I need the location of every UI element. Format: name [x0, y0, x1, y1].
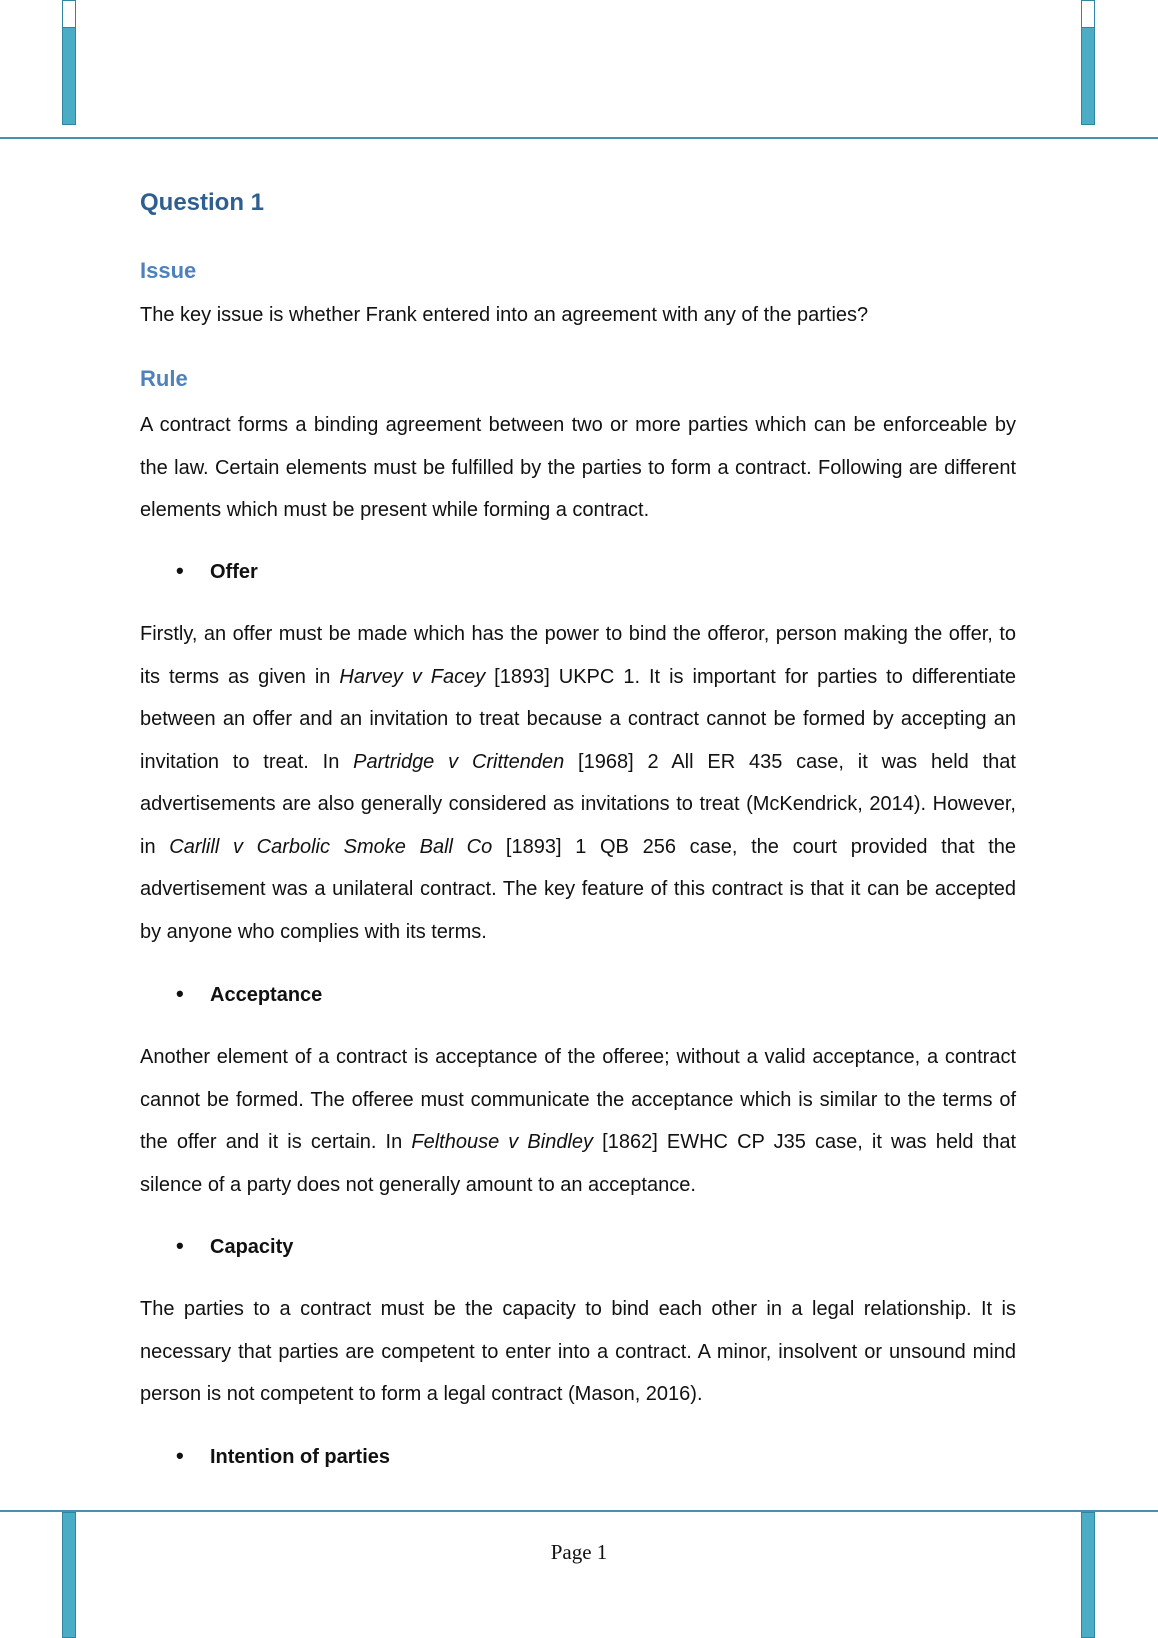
header-rule [0, 137, 1158, 139]
rule-heading: Rule [140, 366, 188, 391]
bullet-dot: • [176, 981, 184, 1006]
bullet-dot: • [176, 558, 184, 583]
issue-heading: Issue [140, 258, 197, 283]
bullet-intention-label: Intention of parties [210, 1446, 390, 1468]
capacity-paragraph: The parties to a contract must be the capacity to bind each other in a legal relationship. It is necessary that parties are competent to enter into a contract. A minor, insolvent or unsound mind person is not competent to form a legal contract (Mason, 2016). [140, 1298, 1016, 1405]
header-left-bar-cap [62, 0, 76, 28]
rule-paragraph: A contract forms a binding agreement between two or more parties which can be enforceable by the law. Certain elements must be fulfilled by the parties to form a contract. Following are different elements which must be present while forming a contract. [140, 414, 1016, 521]
page-number: Page 1 [550, 1540, 608, 1564]
issue-paragraph: The key issue is whether Frank entered into an agreement with any of the parties? [140, 304, 869, 326]
header-right-bar-cap [1081, 0, 1095, 28]
acceptance-paragraph: Another element of a contract is acceptance of the offeree; without a valid acceptance, a contract cannot be formed. The offeree must communicate the acceptance which is similar to the terms of the offer and it is certain. In Felthouse v Bindley [1862] EWHC CP J35 case, it was held that silence of a party does not generally amount to an acceptance. [140, 1046, 1016, 1196]
bullet-dot: • [176, 1233, 184, 1258]
case-citation: Carlill v Carbolic Smoke Ball Co [169, 835, 493, 858]
case-citation: Felthouse v Bindley [411, 1131, 594, 1153]
bullet-dot: • [176, 1443, 184, 1468]
bullet-capacity-label: Capacity [210, 1236, 294, 1258]
bullet-intention [176, 1443, 390, 1469]
footer-left-bar [62, 1512, 76, 1638]
header-left-bar [62, 27, 76, 125]
bullet-acceptance-label: Acceptance [210, 984, 323, 1006]
offer-paragraph: Firstly, an offer must be made which has the power to bind the offeror, person making the offer, to its terms as given in Harvey v Facey [1893] UKPC 1. It is important for parties to differentiate between an offer and an invitation to treat because a contract cannot be formed by accepting an invitation to treat. In Partridge v Crittenden [1968] 2 All ER 435 case, it was held that advertisements are also generally considered as invitations to treat (McKendrick, 2014). However, in Carlill v Carbolic Smoke Ball Co [1893] 1 QB 256 case, the court provided that the advertisement was a unilateral contract. The key feature of this contract is that it can be accepted by anyone who complies with its terms. [140, 623, 1017, 943]
bullet-offer [176, 558, 258, 584]
bullet-offer-label: Offer [210, 561, 258, 583]
footer-right-bar [1081, 1512, 1095, 1638]
bullet-acceptance [176, 981, 322, 1007]
footer-rule [0, 1510, 1158, 1512]
page-title: Question 1 [140, 189, 265, 216]
bullet-capacity [176, 1233, 293, 1259]
case-citation: Partridge v Crittenden [353, 750, 565, 773]
header-right-bar [1081, 27, 1095, 125]
case-citation: Harvey v Facey [339, 665, 486, 688]
